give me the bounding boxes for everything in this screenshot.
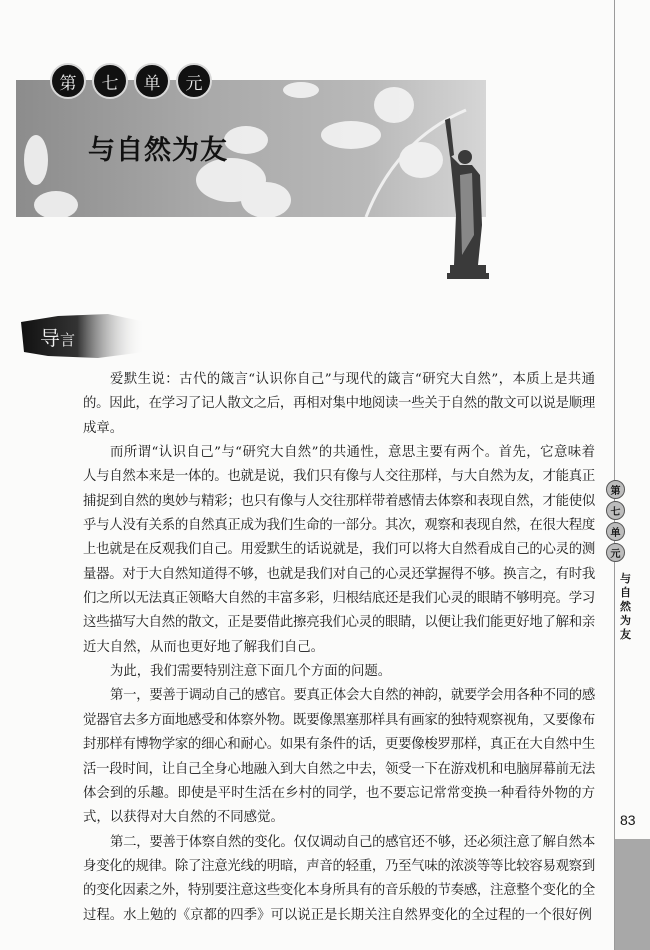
- paragraph-line: 为此，我们需要特别注意下面几个方面的问题。: [110, 664, 392, 680]
- paragraph-line: 封那样有博物学家的细心和耐心。如果有条件的话，更要像梭罗那样，真正在大自然中生: [83, 737, 595, 753]
- paragraph-line: 近大自然，从而也更好地了解我们自己。: [83, 639, 325, 655]
- paragraph-line: 上也就是在反观我们自己。用爱默生的话说就是，我们可以将大自然看成自己的心灵的测: [83, 542, 595, 558]
- page-edge-tab: [615, 839, 650, 950]
- side-unit-label: [606, 480, 625, 562]
- unit-char: 七: [92, 63, 128, 99]
- paragraph-line: 式，以获得对大自然的不同感觉。: [83, 810, 284, 826]
- side-unit-char: 七: [606, 501, 625, 520]
- page-number: 83: [620, 812, 636, 828]
- intro-brush-tag: [18, 312, 148, 360]
- margin-rule: [614, 0, 615, 950]
- paragraph-line: 而所谓“认识自己”与“研究大自然”的共通性，意思主要有两个。首先，它意味着: [110, 445, 595, 461]
- side-title-char: 然: [620, 600, 631, 613]
- paragraph-line: 身变化的规律。除了注意光线的明暗，声音的轻重，乃至气味的浓淡等等比较容易观察到: [83, 858, 595, 874]
- paragraph-line: 爱默生说：古代的箴言“认识你自己”与现代的箴言“研究大自然”，本质上是共通: [110, 372, 595, 387]
- paragraph-line: 活一段时间，让自己全身心地融入到大自然之中去，领受一下在游戏机和电脑屏幕前无法: [83, 761, 595, 777]
- side-title-char: 与: [620, 572, 631, 585]
- paragraph-line: 体会到的乐趣。即使是平时生活在乡村的同学，也不要忘记常常变换一种看待外物的方: [83, 785, 595, 801]
- unit-banner-image: [16, 80, 486, 217]
- paragraph-line: 捕捉到自然的奥妙与精彩；也只有像与人交往那样带着感情去体察和表现自然，才能使似: [83, 493, 595, 509]
- unit-title: 与自然为友: [88, 135, 228, 166]
- paragraph-line: 的。因此，在学习了记人散文之后，再相对集中地阅读一些关于自然的散文可以说是顺理: [83, 396, 595, 412]
- side-title-char: 自: [620, 586, 631, 599]
- side-title-char: 为: [620, 614, 631, 627]
- side-unit-char: 第: [606, 480, 625, 499]
- paragraph-line: 第一，要善于调动自己的感官。要真正体会大自然的神韵，就要学会用各种不同的感: [110, 688, 595, 704]
- intro-char: 导: [40, 326, 60, 350]
- paragraph-line: 过程。水上勉的《京都的四季》可以说正是长期关注自然界变化的全过程的一个很好例: [83, 907, 592, 923]
- side-title-char: 友: [620, 628, 631, 641]
- paragraph-line: 的变化因素之外，特别要注意这些变化本身所具有的音乐般的节奏感，注意整个变化的全: [83, 883, 595, 899]
- side-unit-title: [620, 572, 634, 642]
- leaf-silhouettes: [16, 80, 486, 217]
- unit-label: [50, 63, 212, 99]
- paragraph-line: 这些描写大自然的散文，正是要借此擦亮我们心灵的眼睛，以便让我们能更好地了解和亲: [83, 615, 595, 631]
- intro-heading: [40, 322, 75, 351]
- paragraph-line: 觉器官去多方面地感受和体察外物。既要像黑塞那样具有画家的独特观察视角，又要像布: [83, 712, 595, 728]
- unit-char: 元: [176, 63, 212, 99]
- paragraph-line: 成章。: [83, 420, 124, 436]
- paragraph-line: 乎与人没有关系的自然真正成为我们生命的一部分。其次，观察和表现自然，在很大程度: [83, 518, 595, 534]
- unit-char: 单: [134, 63, 170, 99]
- side-unit-char: 元: [606, 543, 625, 562]
- paragraph-line: 人与自然本来是一体的。也就是说，我们只有像与人交往那样，与大自然为友，才能真正: [83, 469, 595, 485]
- paragraph-line: 量器。对于大自然知道得不够，也就是我们对自己的心灵还掌握得不够。换言之，有时我: [83, 566, 595, 582]
- unit-char: 第: [50, 63, 86, 99]
- paragraph-line: 第二，要善于体察自然的变化。仅仅调动自己的感官还不够，还必须注意了解自然本: [110, 834, 595, 850]
- intro-char: 言: [60, 331, 76, 349]
- statue-image: [438, 115, 498, 285]
- paragraph-line: 们之所以无法真正领略大自然的丰富多彩，归根结底还是我们心灵的眼睛不够明亮。学习: [83, 591, 595, 607]
- side-unit-char: 单: [606, 522, 625, 541]
- intro-body-text: [83, 368, 595, 928]
